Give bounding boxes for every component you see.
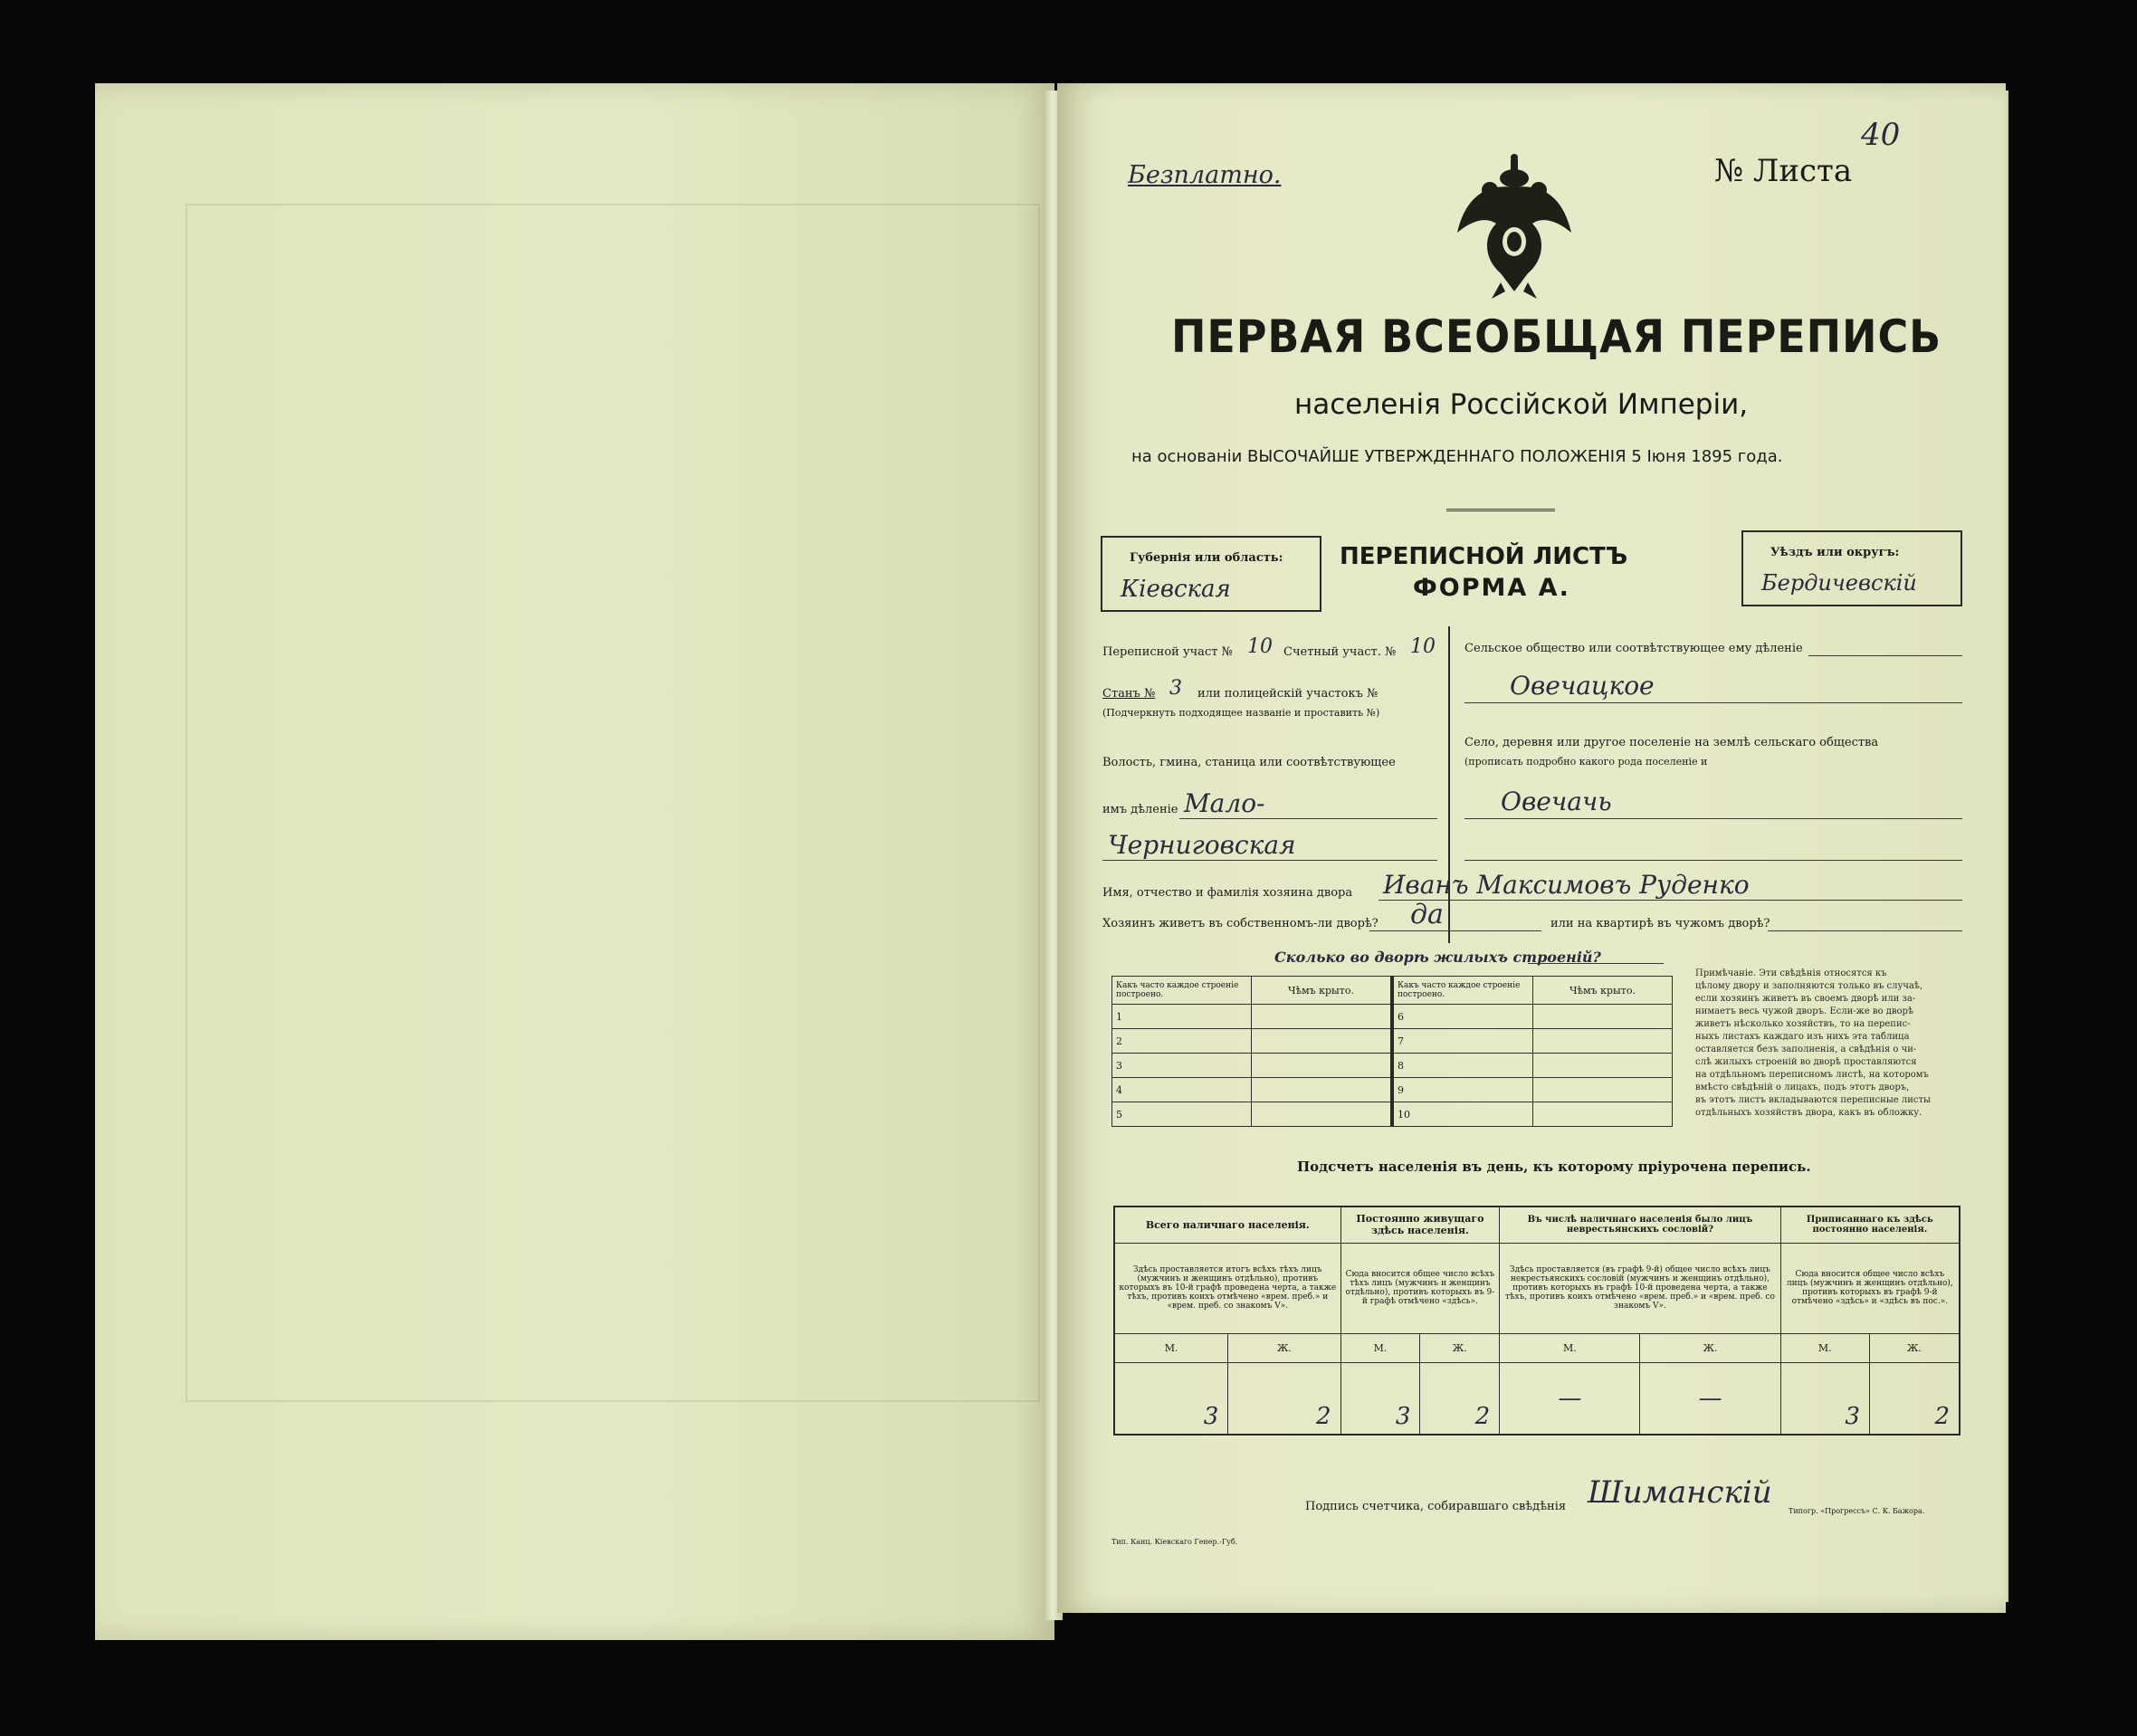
- underline-instruction: (Подчеркнуть подходящее названіе и проставить №): [1102, 707, 1380, 719]
- selo-line-b: [1464, 860, 1962, 861]
- m-label: М.: [1780, 1333, 1869, 1362]
- selo-line-a: [1464, 818, 1962, 819]
- non-peasant-female-value: —: [1640, 1362, 1780, 1435]
- note-line: въ этотъ листъ вкладываются переписные листы: [1695, 1095, 1931, 1105]
- count-note-permanent: Сюда вносится общее число всѣхъ тѣхъ лицъ (мужчинъ и женщинъ отдѣльно), противъ которыхъ въ 9-й графѣ отмѣчено «здѣсь».: [1340, 1243, 1500, 1333]
- buildings-col-header-4: Чѣмъ крыто.: [1533, 977, 1673, 1005]
- uezd-box: [1741, 530, 1962, 606]
- note-line: на отдѣльномъ переписномъ листѣ, на которомъ: [1695, 1070, 1929, 1080]
- zh-label: Ж.: [1228, 1333, 1340, 1362]
- zh-label: Ж.: [1640, 1333, 1780, 1362]
- note-line: нимаетъ весь чужой дворъ. Если-же во дворѣ: [1695, 1006, 1913, 1016]
- permanent-male-value: 3: [1340, 1362, 1420, 1435]
- census-basis-line: на основаніи ВЫСОЧАЙШЕ УТВЕРЖДЕННАГО ПОЛОЖЕНІЯ 5 Іюня 1895 года.: [1131, 447, 1783, 466]
- count-header-non-peasant: Въ числѣ наличнаго населенія было лицъ неврестьянскихъ сословій?: [1500, 1207, 1780, 1243]
- selskoe-obschestvo-value: Овечацкое: [1510, 671, 1655, 701]
- count-header-total: Всего наличнаго населенія.: [1114, 1207, 1340, 1243]
- volost-value-2: Черниговская: [1108, 830, 1296, 860]
- perepisnoi-uchastok-value: 10: [1247, 635, 1273, 658]
- census-subtitle: населенія Россійской Имперіи,: [1294, 388, 1749, 421]
- population-count-table: [1113, 1206, 1961, 1436]
- lives-rent-line: [1768, 930, 1962, 931]
- volost-value-1: Мало-: [1184, 788, 1265, 818]
- zh-label: Ж.: [1420, 1333, 1500, 1362]
- volost-line-2: [1102, 860, 1437, 861]
- buildings-table: [1111, 976, 1673, 1127]
- m-label: М.: [1340, 1333, 1420, 1362]
- volost-line-1: [1179, 818, 1437, 819]
- lives-own-value: да: [1410, 899, 1444, 930]
- buildings-row-9: 9: [1392, 1078, 1533, 1102]
- free-label: Безплатно.: [1128, 161, 1282, 189]
- lives-rent-label: или на квартирѣ въ чужомъ дворѣ?: [1550, 917, 1770, 930]
- note-line: слѣ жилыхъ строеній во дворѣ проставляются: [1695, 1057, 1917, 1067]
- registered-female-value: 2: [1869, 1362, 1960, 1435]
- note-line: Примѣчаніе. Эти свѣдѣнія относятся къ: [1695, 968, 1887, 978]
- police-uchastok-label: или полицейскій участокъ №: [1197, 687, 1379, 701]
- stan-label: Станъ №: [1102, 687, 1156, 701]
- count-note-total: Здѣсь проставляется итогъ всѣхъ тѣхъ лицъ (мужчинъ и женщинъ отдѣльно), противъ которыхъ въ 10-й графѣ проведена черта, а также тѣхъ, противъ коихъ отмѣчено «врем. преб.» и «врем. преб. со знакомъ V».: [1114, 1243, 1340, 1333]
- count-note-non-peasant: Здѣсь проставляется (въ графѣ 9-й) общее число всѣхъ лицъ некрестьянскихъ сословій (мужчинъ и женщинъ отдѣльно), противъ которыхъ въ графѣ 10-й проведена черта, а также тѣхъ, противъ коихъ отмѣчено «врем. преб.» и «врем. преб. со знакомъ V».: [1500, 1243, 1780, 1333]
- owner-line: [1379, 900, 1962, 901]
- form-header-box: [1101, 536, 1961, 608]
- gubernia-label: Губернія или область:: [1130, 551, 1283, 565]
- buildings-row-1: 1: [1112, 1005, 1252, 1029]
- total-female-value: 2: [1228, 1362, 1340, 1435]
- left-page-bleedthrough: [186, 204, 1040, 1402]
- note-line: живетъ нѣсколько хозяйствъ, то на перепис-: [1695, 1019, 1911, 1029]
- zh-label: Ж.: [1869, 1333, 1960, 1362]
- ornament-divider: [1446, 509, 1555, 511]
- note-line: отдѣльныхъ хозяйствъ двора, какъ въ обложку.: [1695, 1108, 1922, 1118]
- selskoe-line-b: [1464, 702, 1962, 703]
- footer-print-right: Типогр. «Прогрессъ» С. К. Бажора.: [1789, 1507, 1925, 1515]
- note-line: если хозяинъ живетъ въ своемъ дворѣ или за-: [1695, 994, 1916, 1004]
- buildings-row-2: 2: [1112, 1029, 1252, 1054]
- footer-print-left: Тип. Канц. Кіевскаго Генер.-Губ.: [1111, 1538, 1238, 1546]
- owner-value: Иванъ Максимовъ Руденко: [1383, 870, 1750, 900]
- buildings-row-6: 6: [1392, 1005, 1533, 1029]
- uezd-label: Уѣздъ или округъ:: [1770, 546, 1900, 559]
- gubernia-box: [1101, 536, 1321, 612]
- note-line: вмѣсто свѣдѣній о лицахъ, подъ этотъ дворъ,: [1695, 1083, 1910, 1092]
- permanent-female-value: 2: [1420, 1362, 1500, 1435]
- lives-own-label: Хозяинъ живетъ въ собственномъ-ли дворѣ?: [1102, 917, 1379, 930]
- census-title: ПЕРВАЯ ВСЕОБЩАЯ ПЕРЕПИСЬ: [1171, 310, 1942, 363]
- registered-male-value: 3: [1780, 1362, 1869, 1435]
- buildings-col-header-1: Какъ часто каждое строеніе построено.: [1112, 977, 1252, 1005]
- buildings-row-4: 4: [1112, 1078, 1252, 1102]
- note-line: оставляется безъ заполненія, а свѣдѣнія о чи-: [1695, 1044, 1917, 1054]
- volost-label: Волость, гмина, станица или соотвѣтствующее: [1102, 756, 1396, 769]
- volost-label-2: имъ дѣленіе: [1102, 803, 1178, 816]
- uezd-value: Бердичевскій: [1761, 570, 1917, 596]
- selo-label: Село, деревня или другое поселеніе на землѣ сельскаго общества: [1464, 736, 1879, 749]
- form-title: ПЕРЕПИСНОЙ ЛИСТЪ: [1340, 543, 1628, 570]
- count-note-registered: Сюда вносится общее число всѣхъ лицъ (мужчинъ и женщинъ отдѣльно), противъ которыхъ въ графѣ 9-й отмѣчено «здѣсь» и «здѣсь въ пос.».: [1780, 1243, 1960, 1333]
- buildings-row-8: 8: [1392, 1054, 1533, 1078]
- stan-value: 3: [1169, 677, 1182, 700]
- count-header-registered: Приписаннаго къ здѣсь постоянно населенія.: [1780, 1207, 1960, 1243]
- buildings-col-header-3: Какъ часто каждое строеніе построено.: [1392, 977, 1533, 1005]
- non-peasant-male-value: —: [1500, 1362, 1640, 1435]
- selskoe-obschestvo-label: Сельское общество или соотвѣтствующее ему дѣленіе: [1464, 642, 1803, 655]
- m-label: М.: [1114, 1333, 1228, 1362]
- buildings-row-3: 3: [1112, 1054, 1252, 1078]
- note-line: цѣлому двору и заполняются только въ случаѣ,: [1695, 981, 1923, 991]
- signature-value: Шиманскій: [1588, 1474, 1772, 1511]
- lives-own-line: [1369, 930, 1541, 931]
- selo-value: Овечачь: [1501, 787, 1612, 816]
- total-male-value: 3: [1114, 1362, 1228, 1435]
- form-letter: ФОРМА А.: [1413, 574, 1570, 602]
- sheet-number-label: № Листа: [1714, 153, 1853, 189]
- schetny-uchastok-label: Счетный участ. №: [1283, 645, 1397, 659]
- sheet-number-value: 40: [1861, 117, 1901, 153]
- count-header-permanent: Постоянно живущаго здѣсь населенія.: [1340, 1207, 1500, 1243]
- buildings-col-header-2: Чѣмъ крыто.: [1251, 977, 1392, 1005]
- schetny-uchastok-value: 10: [1410, 635, 1436, 658]
- owner-label: Имя, отчество и фамилія хозяина двора: [1102, 886, 1353, 900]
- buildings-row-7: 7: [1392, 1029, 1533, 1054]
- selo-note: (прописать подробно какого рода поселеніе и: [1464, 756, 1708, 768]
- count-title: Подсчетъ населенія въ день, къ которому пріурочена перепись.: [1297, 1159, 1811, 1175]
- gubernia-value: Кіевская: [1121, 576, 1231, 603]
- note-line: ныхъ листахъ каждаго изъ нихъ эта таблица: [1695, 1032, 1910, 1042]
- buildings-question: Сколько во дворѣ жилыхъ строеній?: [1274, 949, 1601, 966]
- signature-label: Подпись счетчика, собиравшаго свѣдѣнія: [1305, 1500, 1567, 1513]
- double-headed-eagle-emblem: [1446, 147, 1582, 300]
- buildings-row-10: 10: [1392, 1102, 1533, 1127]
- perepisnoi-uchastok-label: Переписной участ №: [1102, 645, 1233, 659]
- census-form-page: [1057, 83, 2006, 1613]
- buildings-line: [1528, 963, 1664, 964]
- selskoe-line-a: [1808, 655, 1962, 656]
- buildings-row-5: 5: [1112, 1102, 1252, 1127]
- m-label: М.: [1500, 1333, 1640, 1362]
